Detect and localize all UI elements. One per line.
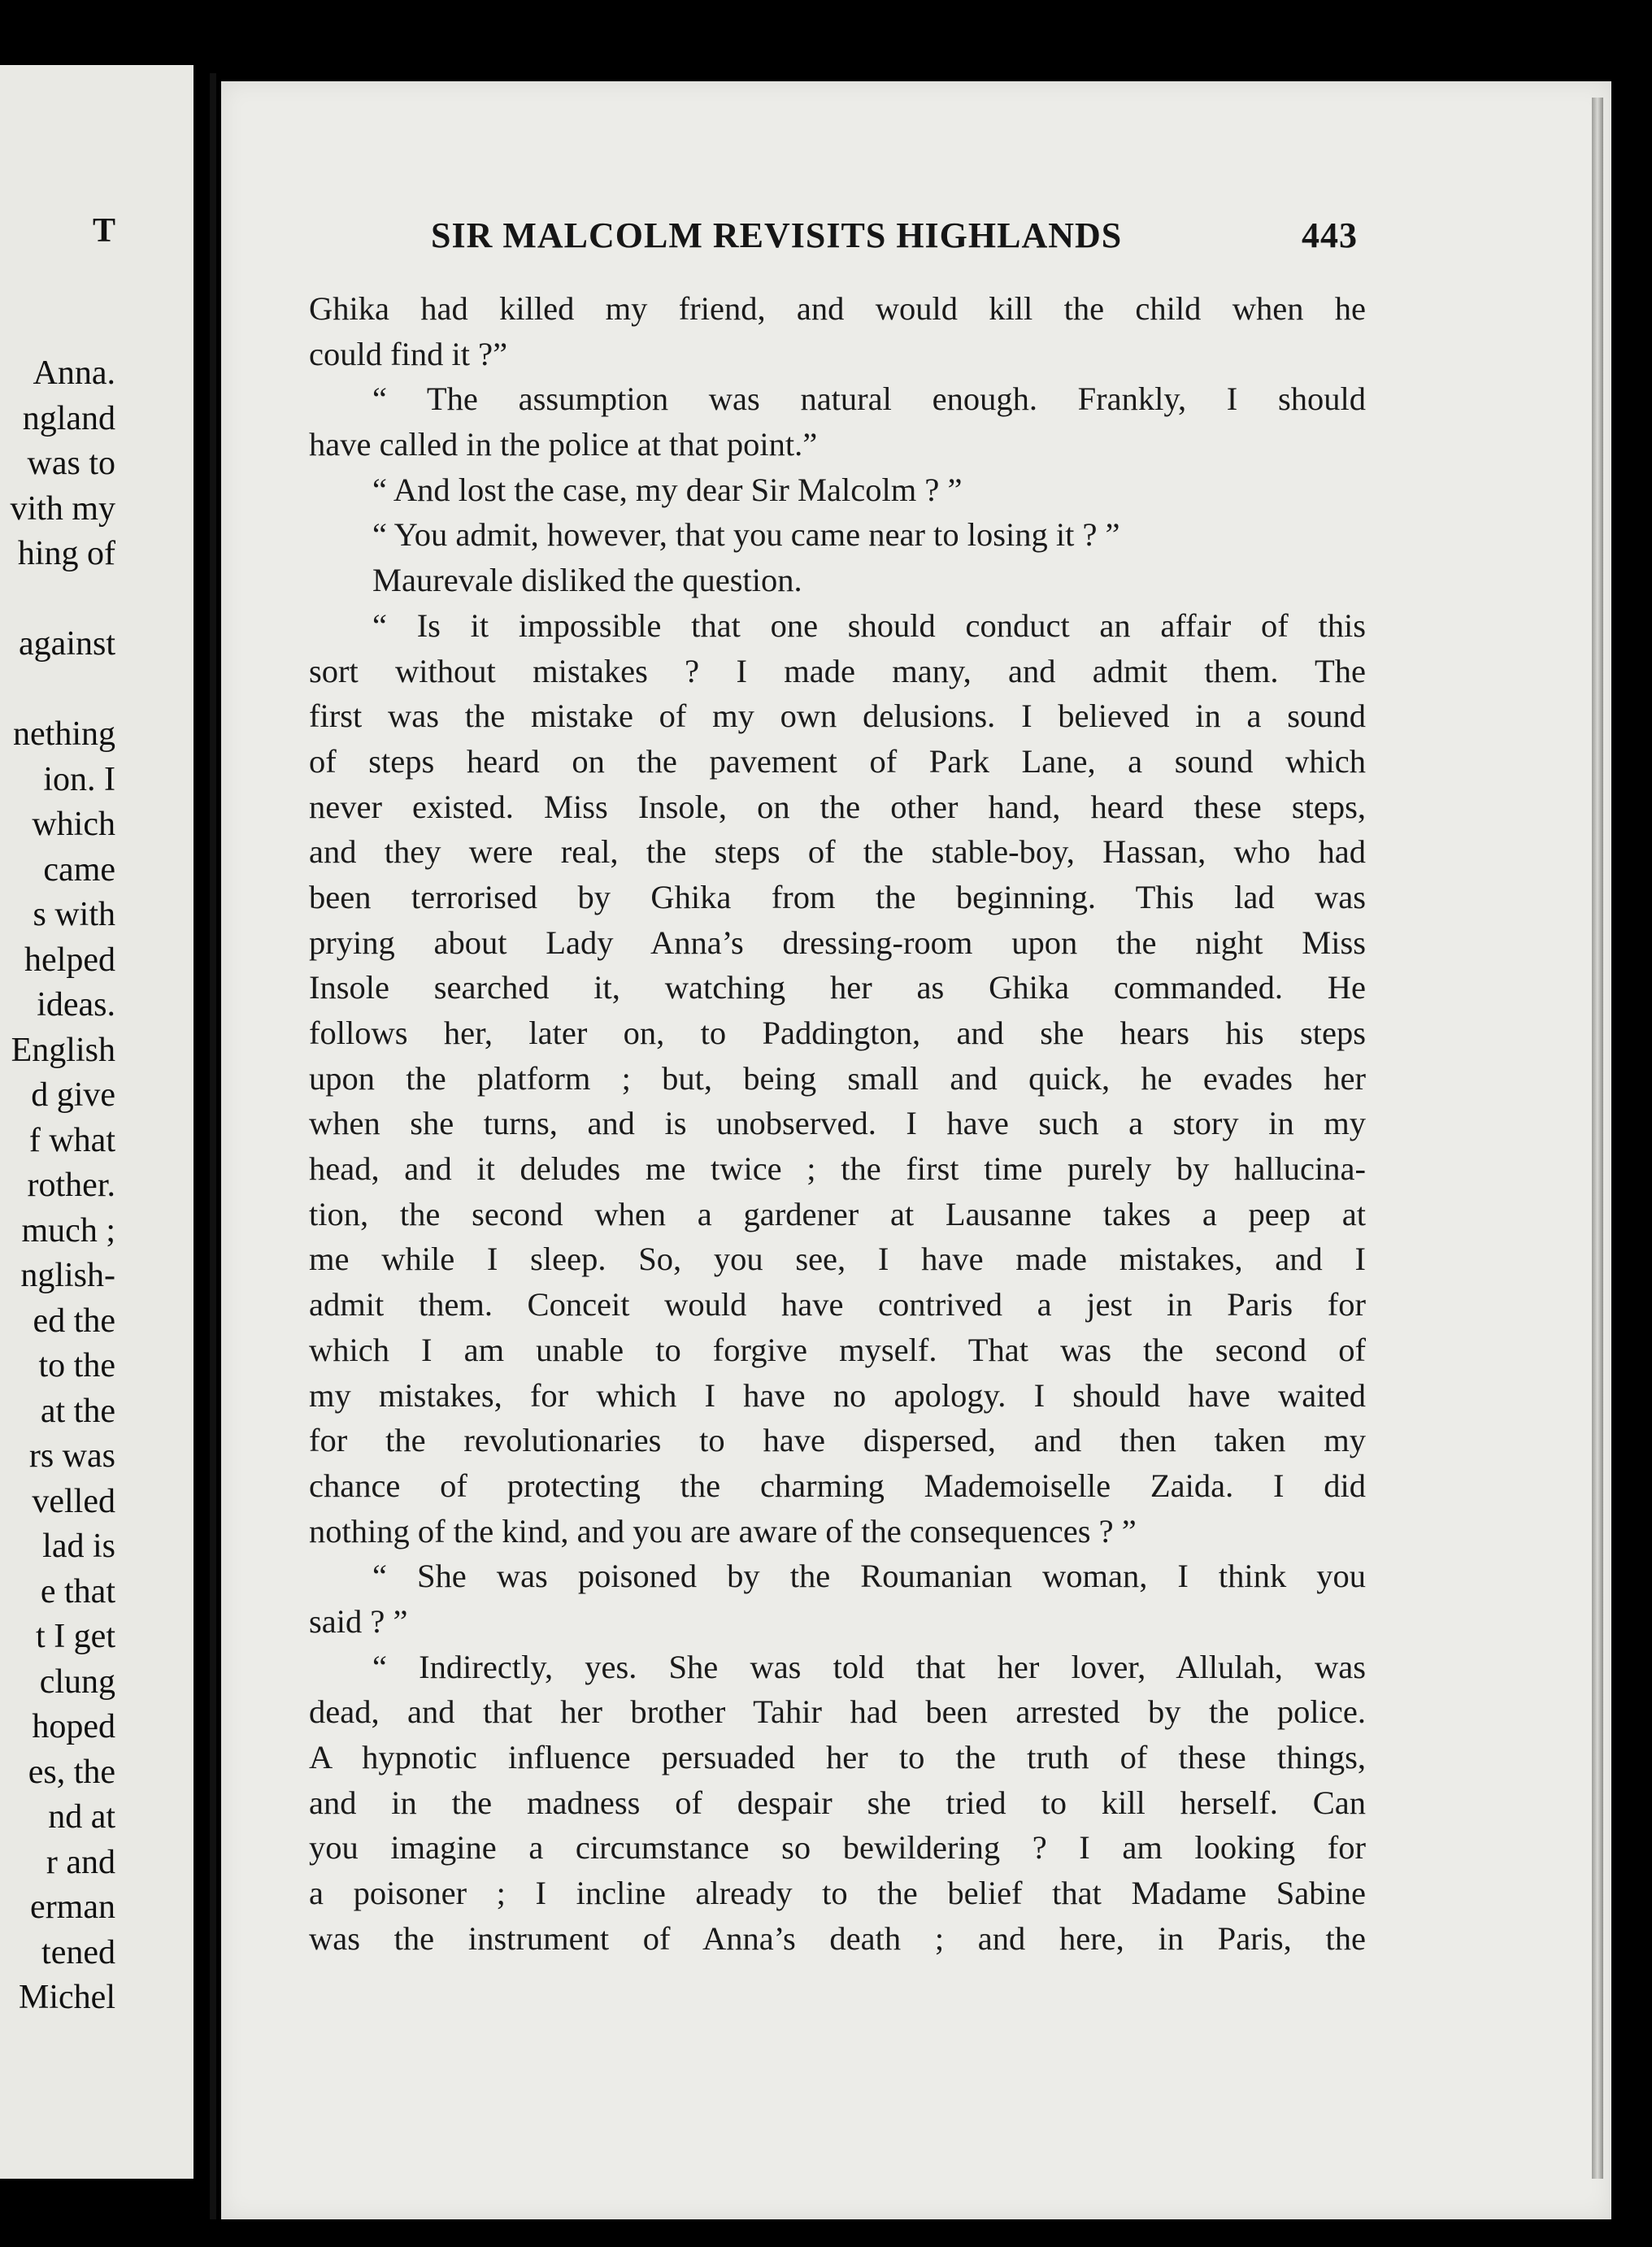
text-line: sort without mistakes ? I made many, and admit them. The	[309, 652, 1366, 689]
page-number: 443	[1302, 215, 1358, 255]
running-head	[431, 215, 1358, 272]
text-line: “ The assumption was natural enough. Frankly, I should	[372, 380, 1366, 418]
text-line: been terrorised by Ghika from the beginning. This lad was	[309, 878, 1366, 915]
previous-page-line: vith my	[10, 489, 115, 528]
text-line: upon the platform ; but, being small and quick, he evades her	[309, 1059, 1366, 1097]
text-line: A hypnotic influence persuaded her to the truth of these things,	[309, 1739, 1366, 1775]
text-line: and they were real, the steps of the stable-boy, Hassan, who had	[309, 833, 1366, 871]
previous-page-line: was to	[27, 445, 115, 482]
text-line: and in the madness of despair she tried to kill herself. Can	[309, 1784, 1366, 1821]
text-line: my mistakes, for which I have no apology. I should have waited	[309, 1376, 1366, 1414]
text-line: when she turns, and is unobserved. I have such a story in my	[309, 1105, 1366, 1142]
previous-page-line: hing of	[17, 535, 115, 572]
previous-page-line: f what	[28, 1121, 115, 1159]
text-line: first was the mistake of my own delusions. I believed in a sound	[309, 698, 1366, 735]
previous-page-running-head: T	[92, 212, 115, 250]
previous-page-line: which	[32, 806, 115, 843]
previous-page-line: nething	[13, 715, 115, 753]
book-gutter	[210, 73, 216, 2219]
previous-page-line: Anna.	[33, 354, 115, 392]
previous-page-line: velled	[32, 1482, 115, 1520]
previous-page-line: ed the	[33, 1302, 115, 1340]
text-line: a poisoner ; I incline already to the belief that Madame Sabine	[309, 1875, 1366, 1912]
text-line: me while I sleep. So, you see, I have made mistakes, and I	[309, 1241, 1366, 1278]
previous-page-line: at the	[40, 1392, 115, 1430]
text-line: was the instrument of Anna’s death ; and here, in Paris, the	[309, 1919, 1366, 1957]
previous-page-line: clung	[39, 1662, 115, 1701]
previous-page-line: s with	[33, 896, 115, 933]
previous-page-line: ngland	[22, 399, 115, 437]
text-line: of steps heard on the pavement of Park Lane, a sound which	[309, 742, 1366, 780]
text-line: “ And lost the case, my dear Sir Malcolm ? ”	[372, 471, 963, 508]
text-line: head, and it deludes me twice ; the first time purely by hallucina-	[309, 1150, 1366, 1188]
previous-page-line: lad is	[42, 1528, 115, 1565]
previous-page-line: hoped	[32, 1708, 115, 1745]
previous-page-line: rs was	[28, 1437, 115, 1475]
previous-page-line	[10, 667, 115, 713]
previous-page-line: es, the	[28, 1753, 115, 1791]
page-edge-shadow	[1592, 98, 1603, 2179]
text-line: Maurevale disliked the question.	[372, 562, 802, 599]
text-line: have called in the police at that point.”	[309, 426, 818, 463]
text-line: prying about Lady Anna’s dressing-room upon the night Miss	[309, 924, 1366, 961]
previous-page-line: r and	[46, 1843, 115, 1881]
text-line: which I am unable to forgive myself. That was the second of	[309, 1331, 1366, 1368]
text-line: “ You admit, however, that you came near to losing it ? ”	[372, 516, 1120, 554]
previous-page-edge	[0, 65, 193, 2179]
previous-page-lines	[10, 351, 115, 2021]
previous-page-line: ideas.	[37, 986, 115, 1024]
text-line: nothing of the kind, and you are aware of the consequences ? ”	[309, 1512, 1137, 1549]
text-line: tion, the second when a gardener at Lausanne takes a peep at	[309, 1195, 1366, 1232]
body-text	[309, 286, 1366, 1961]
text-line: “ Indirectly, yes. She was told that her lover, Allulah, was	[372, 1648, 1366, 1685]
text-line: Insole searched it, watching her as Ghika commanded. He	[309, 969, 1366, 1006]
text-line: “ She was poisoned by the Roumanian woman, I think you	[372, 1558, 1366, 1595]
text-line: chance of protecting the charming Mademoiselle Zaida. I did	[309, 1467, 1366, 1504]
text-line: said ? ”	[309, 1602, 408, 1640]
text-line: “ Is it impossible that one should conduct an affair of this	[372, 606, 1366, 644]
previous-page-line: rother.	[27, 1167, 115, 1204]
previous-page-line: erman	[30, 1888, 115, 1926]
previous-page-line: e that	[40, 1572, 115, 1610]
previous-page-line: English	[11, 1031, 115, 1069]
previous-page-line: nd at	[48, 1798, 115, 1836]
text-line: could find it ?”	[309, 335, 508, 372]
previous-page-line: ion. I	[43, 760, 115, 798]
previous-page-line: came	[43, 850, 115, 889]
text-line: Ghika had killed my friend, and would kill the child when he	[309, 290, 1366, 327]
text-line: never existed. Miss Insole, on the other hand, heard these steps,	[309, 788, 1366, 825]
text-line: for the revolutionaries to have dispersed, and then taken my	[309, 1422, 1366, 1459]
previous-page-line	[10, 577, 115, 623]
previous-page-line: t I get	[36, 1618, 115, 1655]
text-line: admit them. Conceit would have contrived a jest in Paris for	[309, 1286, 1366, 1323]
text-line: dead, and that her brother Tahir had been arrested by the police.	[309, 1693, 1366, 1731]
previous-page-line: d give	[31, 1076, 115, 1114]
running-head-title: SIR MALCOLM REVISITS HIGHLANDS	[431, 215, 1123, 255]
text-line: follows her, later on, to Paddington, and she hears his steps	[309, 1015, 1366, 1051]
text-line: you imagine a circumstance so bewildering ? I am looking for	[309, 1829, 1366, 1867]
previous-page-line: nglish-	[20, 1257, 115, 1294]
previous-page-line: tened	[41, 1933, 115, 1971]
previous-page-line: Michel	[19, 1979, 115, 2016]
previous-page-line: to the	[38, 1347, 115, 1384]
previous-page-line: helped	[24, 941, 115, 979]
previous-page-line: much ;	[21, 1211, 115, 1250]
previous-page-line: against	[19, 625, 115, 663]
